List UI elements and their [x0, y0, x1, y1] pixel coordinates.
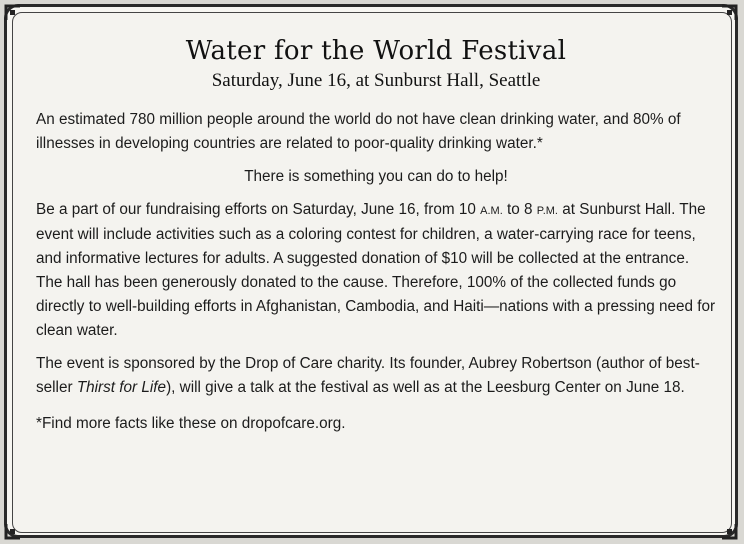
- flyer-content: [36, 30, 716, 436]
- book-title: Thirst for Life: [76, 379, 167, 396]
- sponsor-paragraph: [36, 352, 716, 400]
- details-text-a: Be a part of our fundraising efforts on Saturday, June 16, from 10: [36, 201, 481, 218]
- time-am: A.M.: [480, 205, 503, 217]
- corner-ornament-icon: [4, 4, 22, 22]
- time-pm: P.M.: [536, 205, 558, 217]
- flyer-subtitle: Saturday, June 16, at Sunburst Hall, Seattle: [211, 70, 541, 91]
- corner-ornament-icon: [4, 522, 22, 540]
- flyer-title: Water for the World Festival: [185, 36, 567, 66]
- call-to-action: There is something you can do to help!: [244, 168, 508, 185]
- details-paragraph: [36, 198, 716, 343]
- corner-ornament-icon: [720, 522, 738, 540]
- sponsor-text-a: The event is sponsored by the Drop of Care charity. Its founder, Aubrey Robertson (author of best-seller: [36, 355, 700, 396]
- footnote: *Find more facts like these on dropofcare.org.: [36, 415, 346, 432]
- details-text-b: to 8: [502, 201, 537, 218]
- details-text-c: at Sunburst Hall. The event will include activities such as a coloring contest for children, a water-carrying race for teens, and informative lectures for adults. A suggested donation of $10 will be collected at the entrance. The hall has been generously donated to the cause. Therefore, 100% of the collected funds go directly to well-building efforts in Afghanistan, Cambodia, and Haiti—nations with a pressing need for clean water.: [36, 201, 716, 339]
- intro-paragraph: An estimated 780 million people around the world do not have clean drinking water, and 80% of illnesses in developing countries are related to poor-quality drinking water.*: [36, 111, 681, 152]
- sponsor-text-b: ), will give a talk at the festival as well as at the Leesburg Center on June 18.: [166, 379, 685, 396]
- corner-ornament-icon: [720, 4, 738, 22]
